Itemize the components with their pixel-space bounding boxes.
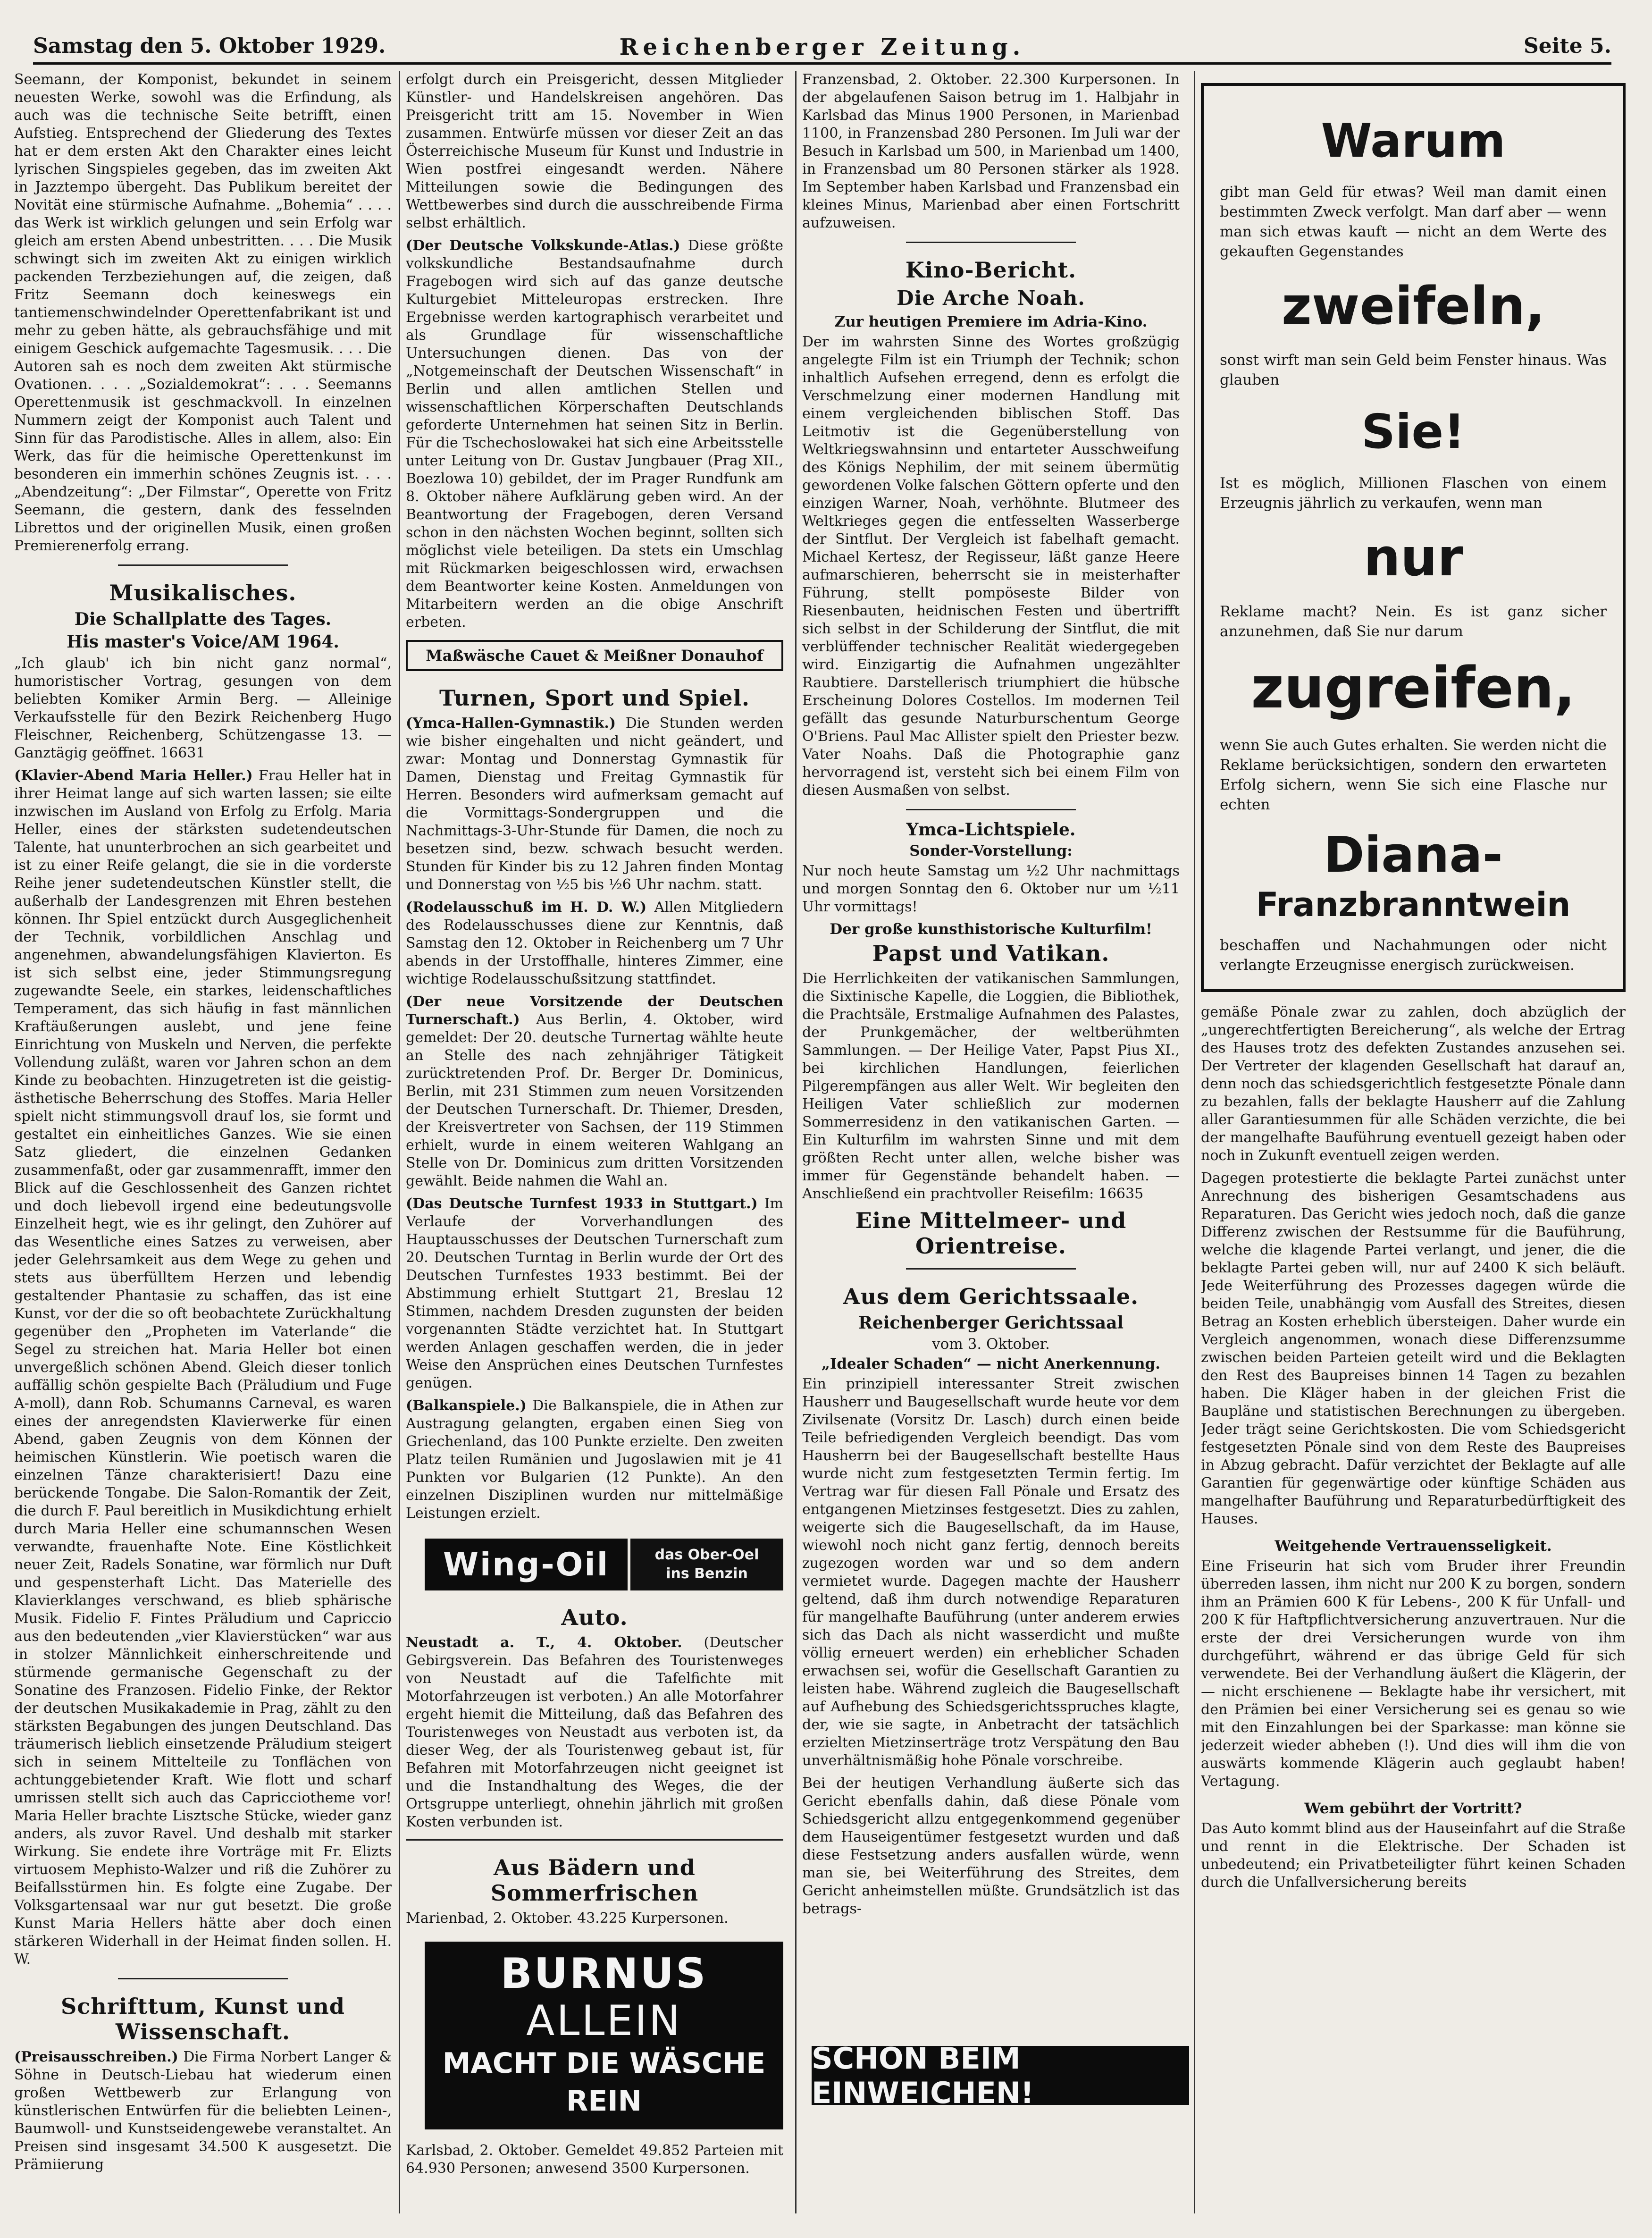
article-lead: Neustadt a. T., 4. Oktober. [406, 1634, 682, 1651]
article-body: (Deutscher Gebirgsverein. Das Befahren des Touristenweges von Neustadt auf die Tafelfichte mit Motorfahrzeugen ist verboten.) An alle Motorfahrer ergeht hiemit die Mitteilung, daß das Befahren des Touristenweges von Neustadt aus verboten ist, da dieser Weg, der als Touristenweg gebaut ist, für Befahren mit Motorfahrzeugen nicht geeignet ist und die Instandhaltung des Weges, die der Ortsgruppe unterliegt, ohnehin jährlich mit großen Kosten verbunden ist. [406, 1634, 783, 1830]
divider [906, 809, 1076, 810]
article-body: Frau Heller hat in ihrer Heimat lange auf sich warten lassen; sie eilte inzwischen im Ausland von Erfolg zu Erfolg. Maria Heller, eines der stärksten sudetendeutschen Talente, hat ununterbrochen an sich gearbeitet und ist zu einer Reife gelangt, die sie in die vorderste Reihe jener sudetendeutschen Künstler stellt, die außerhalb der Landesgrenzen mit Ehren bestehen können. Ihr Spiel entzückt durch Ausgeglichenheit der Technik, vorbildlichen Anschlag und angenehmen, abwandelungsfähigen Klavierton. Es ist sich selbst eine, jeder Stimmungsregung zugewandte Seele, ein starkes, leidenschaftliches Temperament, das sich häufig in fast männlichen Kraftäußerungen auslebt, und jene feine Einrichtung von Muskeln und Nerven, die perfekte Vollendung zuläßt, waren vor Jahren schon an dem Kinde zu beobachten. Hinzugetreten ist die geistig-ästhetische Beherrschung des Stoffes. Maria Heller spielt nicht stimmungsvoll drauf los, sie formt und gestaltet ein einheitliches Ganzes. Wie sie einen Satz gliedert, die einzelnen Gedanken zusammenfaßt, oder gar zusammenrafft, immer den Blick auf die Geschlossenheit des Ganzen richtet und doch liebevoll irgend eine bedeutungsvolle Einzelheit hegt, wie es ihr gelingt, den Zuhörer auf das Wesentliche eines Satzes zu verweisen, aber jeder Gelehrsamkeit aus dem Wege zu gehen und stets aus überfülltem Herzen und lebendig gestaltender Phantasie zu schaffen, das ist eine Kunst, vor der die so oft beobachtete Zurückhaltung gegenüber den „Propheten im Vaterlande“ die Segel zu streichen hat. Maria Heller bot einen unvergeßlich schönen Abend. Gleich dieser tonlich auffällig schön gespielte Bach (Präludium und Fuge A-moll), dann Rob. Schumanns Carneval, es waren eines der anregendsten Klavierwerke für einen Abend, gaben Zeugnis von dem Können der heimischen Künstlerin. Wie poetisch waren die einzelnen Tänze charakterisiert! Dazu eine berückende Tongabe. Die Salon-Romantik der Zeit, die durch F. Paul bereitlich in Musikdichtung erhielt durch Maria Heller eine schumannschen Wesen verwandte, frauenhafte Note. Eine Köstlichkeit neuer Zeit, Radels Sonatine, war förmlich nur Duft und gespensterhaft Licht. Das Materielle des Klavierklanges verschwand, es blieb sphärische Musik. Fidelio F. Fintes Präludium und Capriccio aus den bedeutenden „vier Klavierstücken“ war aus in stolzer Männlichkeit einherschreitende und stürmende germanische Gegenschaft zu der Sonatine des Franzosen. Fidelio Finke, der Rektor der deutschen Musikakademie in Prag, zählt zu den stärksten Begabungen des jungen Deutschland. Das träumerisch lieblich einsetzende Präludium steigert sich in seinem Mittelteile zu Tonflächen von achtunggebietender Kraft. Wie flott und scharf umrissen stellt sich auch das Capricciotheme vor! Maria Heller brachte Lisztsche Stücke, wieder ganz anders, als zuvor Ravel. Und deshalb mit starker Wirkung. Sie endete ihre Vorträge mit Fr. Elizts virtuosem Mephisto-Walzer und riß die Zuhörer zu Beifallsstürmen hin. Es folgte eine Zugabe. Der Volksgartensaal war nur gut besetzt. Die große Kunst Maria Hellers hätte aber doch einen stärkeren Widerhall in der Heimat finden sollen. H. W. [14, 767, 392, 1968]
ad-masswaesche: Maßwäsche Cauet & Meißner Donauhof [406, 640, 783, 671]
wing-oil-slogan [628, 1539, 783, 1590]
subheading: Wem gebührt der Vortritt? [1304, 1800, 1522, 1817]
subheading: Reichenberger Gerichtssaal [858, 1313, 1124, 1333]
burnus-brand: BURNUS [500, 1949, 708, 1998]
section-heading-auto: Auto. [561, 1605, 628, 1630]
ad-brand: Franzbranntwein [1256, 885, 1571, 924]
article-text: Karlsbad, 2. Oktober. Gemeldet 49.852 Parteien mit 64.930 Personen; anwesend 3500 Kurpersonen. [406, 2142, 783, 2177]
article-lead: (Preisausschreiben.) [14, 2049, 178, 2065]
article-text: Bei der heutigen Verhandlung äußerte sich das Gericht ebenfalls dahin, daß diese Pönale vom Schiedsgericht allzu entgegenkommend gegenüber dem Hauseigentümer festgesetzt wurden und daß diese Festsetzung anders ausfallen würde, wenn man sie, bei Weiterführung des Streites, dem Gericht anheimstellen müßte. Grundsätzlich ist das betrags- [802, 1775, 1180, 1917]
burnus-word: ALLEIN [526, 1996, 682, 2045]
article-body: Die Firma Norbert Langer & Söhne in Deutsch-Liebau hat wiederum einen großen Wettbewerb zur Erlangung von künstlerischen Entwürfen für die beliebten Leinen-, Baumwoll- und Kunstseidengewebe veranstaltet. An Preisen sind insgesamt 34.500 K ausgesetzt. Die Prämiierung [14, 2049, 392, 2173]
subheading: Zur heutigen Premiere im Adria-Kino. [834, 313, 1148, 330]
article-text [406, 1397, 783, 1523]
article-text: gemäße Pönale zwar zu zahlen, doch abzüglich der „ungerechtfertigten Bereicherung“, als welche der Ertrag des Hauses trotz des defekten Zustandes anzusehen sei. Der Vertreter der klagenden Gesellschaft hat darauf an, denn noch das schiedsgerichtlich festgesetzte Pönale dann zu bezahlen, falls der beklagte Hausherr auf die Zahlung aller Garantiesummen für alle Schäden verzichte, die bei der mangelhafte Bauführung eventuell gezeigt haben oder noch in Zukunft eventuell zeigen werden. [1201, 1004, 1626, 1164]
column-divider [1194, 71, 1195, 2213]
article-body: Die Balkanspiele, die in Athen zur Austragung gelangten, ergaben einen Sieg von Griechenland, das 100 Punkte erzielte. Den zweiten Platz teilen Rumänien und Jugoslawien mit je 41 Punkten vor Bulgarien (12 Punkte). An den einzelnen Disziplinen wurden nur mittelmäßige Leistungen erzielt. [406, 1397, 783, 1522]
article-text: Der im wahrsten Sinne des Wortes großzügig angelegte Film ist ein Triumph der Technik; schon inhaltlich Aufsehen erregend, denn es erfolgt die Verschmelzung einer modernen Handlung mit einem vergleichenden biblischen Stoff. Das Leitmotiv ist die Gegenüberstellung von Weltkriegswahnsinn und entarteter Ausschweifung des Königs Nephilim, der mit seinem übermütig gewordenen Volke falschen Göttern opferte und den einzigen Warner, Noah, verhöhnte. Blutmeer des Weltkrieges gegen die entfesselten Wasserberge der Sintflut. Der Vergleich ist fabelhaft gemacht. Michael Kertesz, der Regisseur, läßt ganze Heere aufmarschieren, beherrscht sie in meisterhafter Führung, stellt pompöseste Bilder von Riesenbauten, heidnischen Festen und übertrifft sich selbst in der Schilderung der Sintflut, die mit verblüffender technischer Realität wiedergegeben wird. Einzigartig die Aufnahmen ungezählter Raubtiere. Darstellerisch triumphiert die hübsche Erscheinung Dolores Costellos. Im modernen Teil gefällt das gesunde Naturburschentum George O'Briens. Paul Mac Allister spielt den Priester bezw. Vater Noahs. Daß die Photographie ganz hervorragend ist, versteht sich bei einem Film von diesen Ausmaßen von selbst. [802, 334, 1180, 799]
article-text: erfolgt durch ein Preisgericht, dessen Mitglieder Künstler- und Handelskreisen angehören. Das Preisgericht tritt am 15. November in Wien zusammen. Entwürfe müssen vor dieser Zeit an das Österreichische Museum für Kunst und Industrie in Wien postfrei eingesandt werden. Nähere Mitteilungen sowie die Bedingungen des Wettbewerbes sind durch die ausschreibende Firma selbst erhältlich. [406, 71, 783, 231]
article-text: „Ich glaub' ich bin nicht ganz normal“, humoristischer Vortrag, gesungen von dem beliebten Komiker Armin Berg. — Alleinige Verkaufsstelle für den Bezirk Reichenberg Hugo Fleischner, Reichenberg, Schützengasse 13. — Ganztägig geöffnet. 16631 [14, 655, 392, 761]
column-1 [14, 71, 392, 2219]
column-3 [802, 71, 1180, 2219]
newspaper-title: Reichenberger Zeitung. [619, 34, 1025, 60]
article-text [406, 237, 783, 631]
ad-word: zweifeln, [1281, 276, 1545, 336]
article-text [406, 899, 783, 988]
divider [406, 1839, 783, 1841]
header-date: Samstag den 5. Oktober 1929. [33, 34, 386, 58]
ad-word: nur [1363, 527, 1463, 588]
article-text: Dagegen protestierte die beklagte Partei zunächst unter Anrechnung des bisherigen Gesamtschadens aus Reparaturen. Das Gericht wies jedoch noch, daß die ganze Differenz zwischen der Restsumme für die Bauführung, welche die klagende Partei verlangt, und jener, die die beklagte Partei geben will, nur auf 2400 K sich beläuft. Jede Weiterführung des Prozesses dagegen würde die beiden Teile, unabhängig vom Ausfall des Streites, diesen Betrag an Kosten erheblich übersteigen. Daher wurde ein Vergleich angenommen, wonach diese Differenzsumme zwischen beiden Parteien geteilt wird und die Beklagten den Rest des Baupreises binnen 14 Tagen zu bezahlen haben. Die Kläger haben in der gleichen Frist die Baupläne und statistischen Berechnungen zu übergeben. Jeder trägt seine Gerichtskosten. Die vom Schiedsgericht festgesetzten Pönale sind von dem Reste des Baupreises in Abzug gebracht. Dafür verzichtet der Beklagte auf alle Garantien für gegenwärtige oder künftige Schäden aus mangelhafter Bauführung und Reparaturbedürftigkeit des Hauses. [1201, 1170, 1626, 1527]
section-heading-kino: Kino-Bericht. [905, 257, 1077, 283]
section-heading-schrifttum: Schrifttum, Kunst und Wissenschaft. [61, 1994, 345, 2044]
article-text: Das Auto kommt blind aus der Hauseinfahrt auf die Straße und rennt in die Elektrische. Der Schaden ist unbedeutend; ein Privatbeteiligter führt keinen Schaden durch die Unfallversicherung bereits [1201, 1820, 1626, 1891]
article-lead: (Der neue Vorsitzende der Deutschen Turnerschaft.) [406, 993, 783, 1028]
article-text: Marienbad, 2. Oktober. 43.225 Kurpersonen. [406, 1910, 729, 1927]
ad-text: gibt man Geld für etwas? Weil man damit einen bestimmten Zweck verfolgt. Man darf aber — wenn man sich etwas kauft — nicht an dem Werte des gekauften Gegenstandes [1220, 184, 1607, 260]
burnus-slogan: MACHT DIE WÄSCHE REIN [442, 2047, 766, 2118]
subheading: vom 3. Oktober. [932, 1336, 1050, 1353]
column-divider [399, 71, 400, 2213]
ad-text: sonst wirft man sein Geld beim Fenster hinaus. Was glauben [1220, 352, 1607, 388]
article-text [406, 993, 783, 1190]
ad-diana-franzbranntwein [1201, 83, 1626, 992]
subheading: Sonder-Vorstellung: [909, 842, 1073, 859]
article-text [406, 715, 783, 894]
subheading: „Idealer Schaden“ — nicht Anerkennung. [822, 1355, 1160, 1372]
ad-brand: Diana- [1324, 826, 1503, 883]
wing-oil-brand: Wing-Oil [425, 1539, 628, 1590]
article-lead: (Rodelausschuß im H. D. W.) [406, 899, 647, 916]
divider [906, 242, 1076, 243]
page-number: Seite 5. [1523, 34, 1611, 58]
article-text [406, 1634, 783, 1831]
article-lead: (Das Deutsche Turnfest 1933 in Stuttgart.) [406, 1195, 758, 1212]
ad-word: zugreifen, [1251, 656, 1576, 721]
ad-burnus [425, 1942, 783, 2129]
film-title: Die Arche Noah. [897, 286, 1085, 310]
article-text: Ein prinzipiell interessanter Streit zwischen Hausherr und Baugesellschaft wurde heute vor dem Zivilsenate (Vorsitz Dr. Lasch) durch einen beide Teile befriedigenden Vergleich beendigt. Das vom Hausherrn bei der Baugesellschaft bestellte Haus wurde nicht zum festgesetzten Termin fertig. Im Vertrag war für diesen Fall Pönale und Ersatz des entgangenen Mietzinses festgesetzt. Dies zu zahlen, weigerte sich die Baugesellschaft, da im Hause, wiewohl noch nicht ganz fertig, dennoch bereits zugezogen worden war und so dem andern vermietet wurde. Dagegen machte der Hausherr geltend, daß ihm durch notwendige Reparaturen für mangelhafte Bauführung (unter anderem erwies sich das Dach als nicht wasserdicht und mußte völlig erneuert werden) ein erheblicher Schaden erwachsen sei, wofür die Gesellschaft Garantien zu leisten habe. Während zugleich die Baugesellschaft auf Aufhebung des Schiedsgerichtsspruches klagte, der, wie sie sagte, in Anbetracht der tatsächlich erzielten Mietzinserträge trotz Verspätung den Bau unverhältnismäßig hohe Pönale vorschreibe. [802, 1376, 1180, 1769]
column-4 [1201, 71, 1626, 2219]
subheading: Die Schallplatte des Tages. [74, 609, 332, 629]
burnus-headline [425, 1950, 783, 2044]
section-heading-baeder: Aus Bädern und Sommerfrischen [490, 1855, 699, 1906]
film-title: Papst und Vatikan. [872, 941, 1110, 966]
article-lead: (Klavier-Abend Maria Heller.) [14, 767, 253, 784]
ad-word: Warum [1321, 114, 1506, 168]
section-heading-gericht: Aus dem Gerichtssaale. [843, 1284, 1139, 1309]
section-heading-musik: Musikalisches. [109, 580, 297, 606]
article-text [14, 2048, 392, 2174]
page-header [33, 29, 1611, 65]
subheading: Weitgehende Vertrauensseligkeit. [1275, 1538, 1552, 1555]
article-text: Nur noch heute Samstag um ½2 Uhr nachmittags und morgen Sonntag den 6. Oktober nur um ½11 Uhr vormittags! [802, 863, 1180, 915]
ad-wing-oil [425, 1539, 783, 1590]
divider [118, 1978, 288, 1979]
article-body: Aus Berlin, 4. Oktober, wird gemeldet: Der 20. deutsche Turnertag wählte heute an Stelle des nach zehnjähriger Tätigkeit zurücktretenden Prof. Dr. Berger Dr. Dominicus, Berlin, mit 231 Stimmen zum neuen Vorsitzenden der Deutschen Turnerschaft. Dr. Thiemer, Dresden, der Kreisvertreter von Sachsen, der 119 Stimmen erhielt, wurde in einem weiteren Wahlgang an Stelle von Dr. Dominicus zum dritten Vorsitzenden gewählt. Beide nahmen die Wahl an. [406, 1011, 783, 1189]
article-text: Seemann, der Komponist, bekundet in seinem neuesten Werke, sowohl was die Erfindung, als auch was die technische Seite betrifft, einen Aufstieg. Entsprechend der Gliederung des Textes hat er dem ersten Akt den Charakter eines leicht lyrischen Singspieles gegeben, das im zweiten Akt in Jazztempo übergeht. Das Publikum bereitet der Novität eine stürmische Aufnahme. „Bohemia“ . . . . das Werk ist wirklich gelungen und sein Erfolg war gleich am ersten Abend unbestritten. . . . Die Musik schwingt sich im zweiten Akt zu einigen wirklich packenden Terzbeziehungen auf, die zeigen, daß Fritz Seemann doch keineswegs ein tantiemenschwindelnder Operettenfabrikant ist und mehr zu geben hätte, als gebrauchsfähige und mit einigem Geschick aufgemachte Tagesmusik. . . . Die Autoren sah es noch dem zweiten Akt stürmische Ovationen. . . . „Sozialdemokrat“: . . . Seemanns Operettenmusik ist geschmackvoll. In einzelnen Nummern zeigt der Komponist auch Talent und Sinn für das Parodistische. Alles in allem, also: Ein Werk, das für die heimische Operettenkunst im besonderen ein immerhin schönes Zeugnis ist. . . . „Abendzeitung“: „Der Filmstar“, Operette von Fritz Seemann, die gestern, dank des fesselnden Librettos und der originellen Musik, einen großen Premierenerfolg errang. [14, 71, 392, 554]
subheading: Ymca-Lichtspiele. [906, 820, 1076, 840]
article-lead: (Balkanspiele.) [406, 1397, 527, 1414]
article-body: Im Verlaufe der Vorverhandlungen des Hauptausschusses der Deutschen Turnerschaft zum 20. Deutschen Turntag in Berlin wurde der Ort des Deutschen Turnfestes 1933 bestimmt. Bei der Abstimmung erhielt Stuttgart 21, Breslau 12 Stimmen, nachdem Dresden zugunsten der beiden vorgenannten Städte verzichtet hat. In Stuttgart werden Anlagen geschaffen werden, die in jeder Weise den Ansprüchen eines Deutschen Turnfestes genügen. [406, 1195, 783, 1391]
article-text [14, 767, 392, 1969]
article-text: Eine Friseurin hat sich vom Bruder ihrer Freundin überreden lassen, ihm nicht nur 200 K zu borgen, sondern ihm an Prämien 600 K für Lebens-, 200 K für Unfall- und 200 K für Haftpflichtversicherung anzuvertrauen. Nur die erste der drei Versicherungen wurde von ihm durchgeführt, während er das übrige Geld für sich verwendete. Bei der Verhandlung äußert die Klägerin, der — nicht erschienene — Beklagte habe ihr versichert, mit den Prämien bei einer Versicherung sei es genau so wie mit den Einzahlungen bei der Sparkasse: man könne sie jederzeit wieder abheben (!). Und dies will ihm die von auswärts kommende Klägerin auch geglaubt haben! Vertagung. [1201, 1558, 1626, 1790]
ad-einweichen: SCHON BEIM EINWEICHEN! [812, 2046, 1189, 2105]
article-lead: (Ymca-Hallen-Gymnastik.) [406, 715, 616, 732]
article-body: Allen Mitgliedern des Rodelausschusses diene zur Kenntnis, daß Samstag den 12. Oktober in Reichenberg um 7 Uhr abends in der Urstoffhalle, hinteres Zimmer, eine wichtige Rodelausschußsitzung stattfindet. [406, 899, 783, 987]
column-divider [795, 71, 797, 2213]
ad-word: Sie! [1361, 404, 1465, 459]
article-text: Franzensbad, 2. Oktober. 22.300 Kurpersonen. In der abgelaufenen Saison betrug im 1. Halbjahr in Karlsbad das Minus 1900 Personen, in Marienbad 1100, in Franzensbad 280 Personen. Im Juli war der Besuch in Karlsbad um 500, in Marienbad um 1400, in Franzensbad um 80 Personen stärker als 1928. Im September haben Karlsbad und Franzensbad ein kleines Minus, Marienbad aber einen Fortschritt aufzuweisen. [802, 71, 1180, 231]
ad-text: beschaffen und Nachahmungen oder nicht verlangte Erzeugnisse energisch zurückweisen. [1220, 937, 1607, 974]
divider [906, 1268, 1076, 1270]
divider [118, 564, 288, 566]
article-body: Die Stunden werden wie bisher eingehalten und nicht geändert, und zwar: Montag und Donnerstag Gymnastik für Damen, Dienstag und Freitag Gymnastik für Herren. Besonders wird aufmerksam gemacht auf die Vormittags-Sondergruppen und die Nachmittags-3-Uhr-Stunde für Damen, die noch zu besetzen sind, bezw. schwach besucht werden. Stunden für Kinder bis zu 12 Jahren finden Montag und Donnerstag von ½5 bis ½6 Uhr nachm. statt. [406, 715, 783, 893]
subheading: His master's Voice/AM 1964. [67, 632, 339, 652]
film-title: Eine Mittelmeer- und Orientreise. [855, 1208, 1127, 1259]
ad-text: wenn Sie auch Gutes erhalten. Sie werden nicht die Reklame berücksichtigen, sondern den erwarteten Erfolg sichern, wenn Sie sich eine Flasche nur echten [1220, 737, 1607, 813]
section-heading-sport: Turnen, Sport und Spiel. [439, 685, 750, 711]
article-lead: (Der Deutsche Volkskunde-Atlas.) [406, 237, 680, 254]
article-body: Diese größte volkskundliche Bestandsaufnahme durch Fragebogen wird sich auf das ganze deutsche Kulturgebiet Mitteleuropas erstrecken. Ihre Ergebnisse werden kartographisch verarbeitet und als Grundlage für wissenschaftliche Untersuchungen dienen. Das von der „Notgemeinschaft der Deutschen Wissenschaft“ in Berlin und allen amtlichen Stellen und wissenschaftlichen Körperschaften Deutschlands geforderte Unternehmen hat seinen Sitz in Berlin. Für die Tschechoslowakei hat sich eine Arbeitsstelle unter Leitung von Dr. Gustav Jungbauer (Prag XII., Boezlowa 10) gebildet, der im Prager Rundfunk am 8. Oktober nähere Aufklärung geben wird. An der Beantwortung der Fragebogen, deren Versand schon in den nächsten Wochen beginnt, sollten sich möglichst viele beteiligen. Da stets ein Umschlag mit Rückmarken beigeschlossen wird, erwachsen dem Beantworter keine Kosten. Anmeldungen von Mitarbeitern werden an die obige Anschrift erbeten. [406, 237, 783, 631]
wing-oil-line: das Ober-Oel [654, 1547, 759, 1563]
ad-text: Ist es möglich, Millionen Flaschen von einem Erzeugnis jährlich zu verkaufen, wenn man [1220, 475, 1607, 512]
ad-text: Reklame macht? Nein. Es ist ganz sicher anzunehmen, daß Sie nur darum [1220, 603, 1607, 640]
column-2 [406, 71, 783, 2219]
subheading: Der große kunsthistorische Kulturfilm! [830, 921, 1152, 938]
article-text: Die Herrlichkeiten der vatikanischen Sammlungen, die Sixtinische Kapelle, die Loggien, die Bibliothek, die Prachtsäle, Erstmalige Aufnahmen des Palastes, der Prunkgemächer, der weltberühmten Sammlungen. — Der Heilige Vater, Papst Pius XI., bei kirchlichen Handlungen, feierlichen Pilgerempfängen aus aller Welt. Wir begleiten den Heiligen Vater schließlich zur modernen Sommerresidenz in den vatikanischen Garten. — Ein Kulturfilm im wahrsten Sinne und mit dem größten Recht unter allen, welche bisher was immer für Gegenstände behandelt haben. — Anschließend ein prachtvoller Reisefilm: 16635 [802, 970, 1180, 1202]
article-text [406, 1195, 783, 1392]
wing-oil-line: ins Benzin [666, 1565, 748, 1582]
